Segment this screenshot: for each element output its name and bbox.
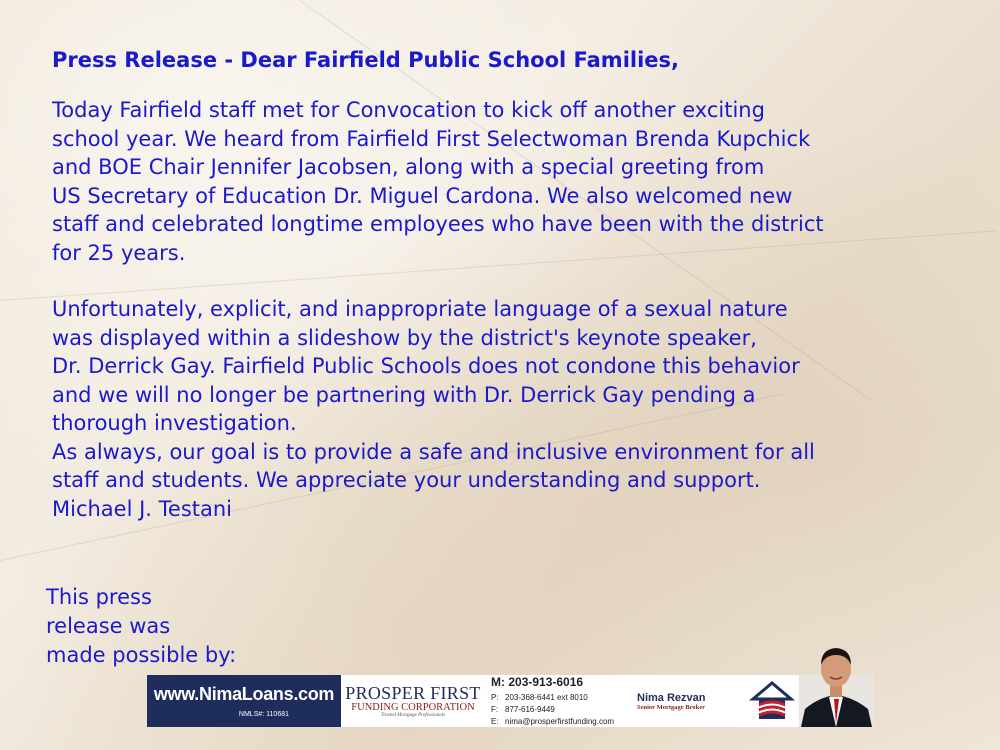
phone-line	[491, 692, 631, 704]
sponsor-website[interactable]: www.NimaLoans.com	[153, 684, 335, 704]
email-line	[491, 716, 631, 728]
press-release-paragraph-2: Unfortunately, explicit, and inappropriate language of a sexual nature was displayed within a slideshow by the district's keynote speaker, Dr. Derrick Gay. Fairfield Public Schools does not condone this behavior and we will no longer be partnering with Dr. Derrick Gay pending a thorough investigation. As always, our goal is to provide a safe and inclusive environment for all staff and students. We appreciate your understanding and support. Michael J. Testani	[52, 297, 815, 521]
phone-label: P:	[491, 692, 499, 702]
broker-info	[631, 675, 745, 727]
contact-info	[485, 675, 631, 727]
email-address: nima@prosperfirstfunding.com	[505, 716, 615, 726]
mobile-label: M:	[491, 674, 505, 689]
press-release	[52, 44, 952, 523]
mobile-number: 203-913-6016	[508, 674, 584, 689]
broker-name: Nima Rezvan	[637, 691, 706, 704]
company-subtitle: FUNDING CORPORATION	[351, 701, 475, 713]
fax-line	[491, 704, 631, 716]
phone-number: 203-368-6441 ext 8010	[505, 692, 588, 702]
nimaloans-logo[interactable]	[147, 675, 341, 727]
nmls-number: NMLS#: 110681	[238, 711, 289, 718]
sponsor-banner[interactable]	[147, 675, 874, 727]
broker-title: Senior Mortgage Broker	[637, 703, 705, 711]
mobile-line	[491, 675, 631, 689]
broker-photo	[799, 675, 874, 727]
fax-number: 877-616-9449	[505, 704, 555, 714]
fax-label: F:	[491, 704, 499, 714]
house-flag-icon	[745, 675, 799, 727]
prosper-first-logo	[341, 675, 485, 727]
press-release-title: Press Release - Dear Fairfield Public School Families,	[52, 48, 680, 72]
company-name: PROSPER FIRST	[345, 682, 481, 703]
company-tagline: Trusted Mortgage Professionals	[380, 712, 446, 718]
sponsor-note: This press release was made possible by:	[46, 585, 237, 667]
press-release-paragraph-1: Today Fairfield staff met for Convocation to kick off another exciting school year. We heard from Fairfield First Selectwoman Brenda Kupchick and BOE Chair Jennifer Jacobsen, along with a special greeting from US Secretary of Education Dr. Miguel Cardona. We also welcomed new staff and celebrated longtime employees who have been with the district for 25 years.	[52, 98, 824, 265]
email-label: E:	[491, 716, 499, 726]
